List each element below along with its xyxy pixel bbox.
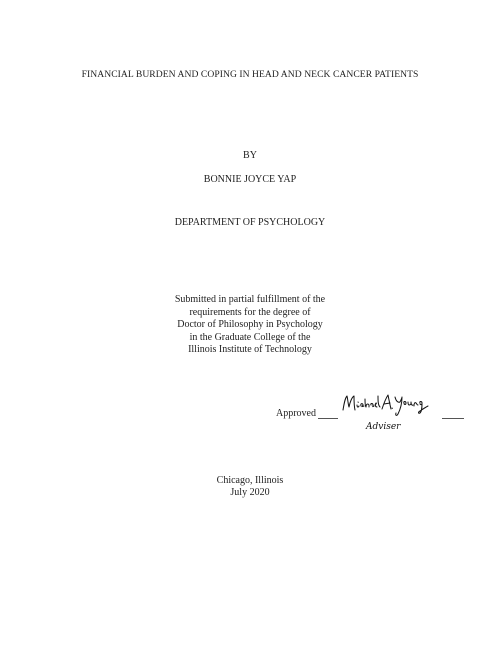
- thesis-title: FINANCIAL BURDEN AND COPING IN HEAD AND NECK CANCER PATIENTS: [81, 69, 419, 80]
- advisor-signature: [340, 390, 440, 418]
- signature-blank-left: [318, 418, 338, 419]
- submission-statement: [0, 294, 500, 357]
- signature-blank-right: [442, 418, 464, 419]
- submission-line: Illinois Institute of Technology: [188, 344, 312, 355]
- author-name: BONNIE JOYCE YAP: [203, 174, 297, 185]
- location: Chicago, Illinois: [216, 475, 284, 486]
- department-name: DEPARTMENT OF PSYCHOLOGY: [174, 217, 326, 228]
- approval-line: [276, 404, 456, 430]
- submission-date: July 2020: [230, 487, 270, 498]
- submission-line: Submitted in partial fulfillment of the: [174, 294, 326, 305]
- adviser-label: Adviser: [366, 422, 401, 432]
- submission-line: requirements for the degree of: [189, 306, 311, 318]
- submission-line: in the Graduate College of the: [189, 331, 311, 343]
- approved-label: Approved: [276, 408, 316, 419]
- by-label: BY: [243, 150, 257, 161]
- submission-line: Doctor of Philosophy in Psychology: [177, 319, 323, 330]
